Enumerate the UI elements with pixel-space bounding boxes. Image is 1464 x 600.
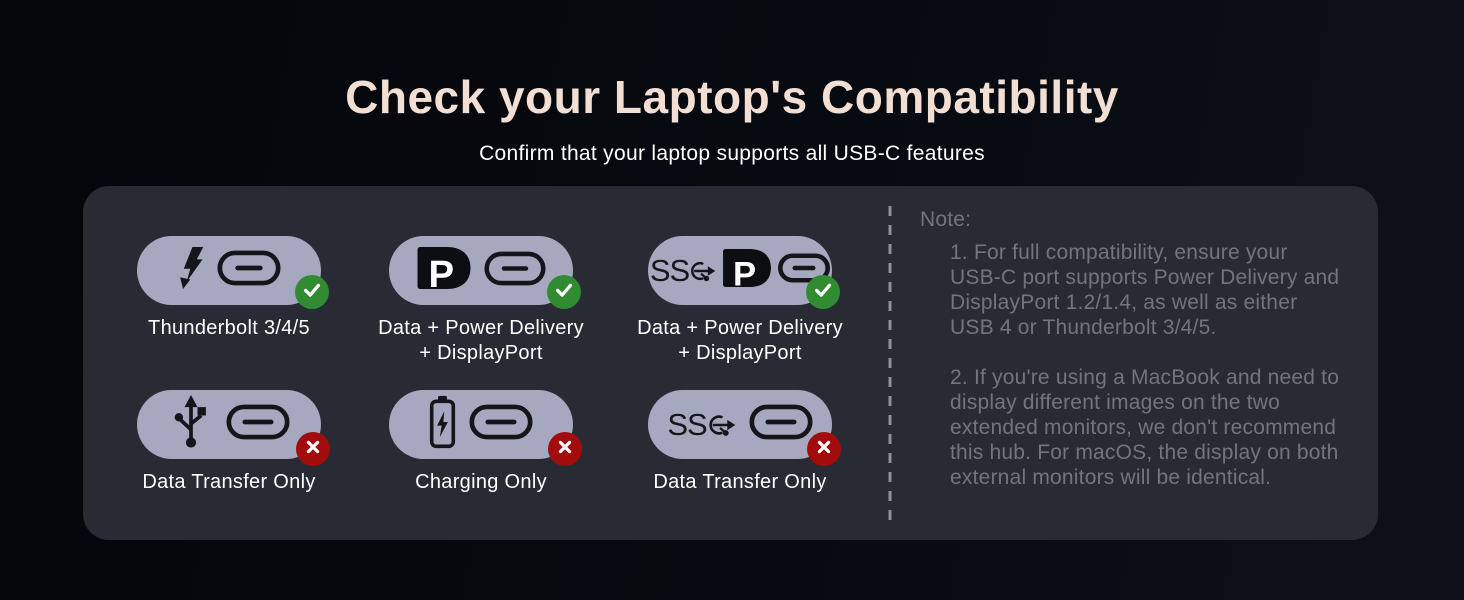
check-icon <box>553 279 575 306</box>
note-heading: Note: <box>920 208 972 231</box>
superspeed-usb-icon: SS <box>650 255 716 287</box>
port-label: Data Transfer Only <box>653 471 827 493</box>
port-label: Charging Only <box>415 471 547 493</box>
port-label: Data Transfer Only <box>142 471 316 493</box>
thunderbolt-icon <box>178 241 204 300</box>
status-badge-supported <box>295 275 329 309</box>
port-label: Thunderbolt 3/4/5 <box>148 317 310 339</box>
port-pill <box>389 236 573 305</box>
check-icon <box>812 279 834 306</box>
status-badge-supported <box>547 275 581 309</box>
x-icon <box>303 437 323 462</box>
usb-trident-icon <box>169 395 213 454</box>
svg-text:P: P <box>733 255 757 287</box>
port-tile-usb-data-only <box>109 390 349 495</box>
usbc-connector-icon <box>217 250 281 291</box>
note-item-2: 2. If you're using a MacBook and need to display different images on the two extended monitors, we don't recommend this hub. For macOS, the display on both external monitors will be identical. <box>950 366 1340 489</box>
battery-charging-icon <box>429 395 456 454</box>
port-pill <box>389 390 573 459</box>
status-badge-unsupported <box>548 432 582 466</box>
svg-text:P: P <box>427 253 454 289</box>
displayport-logo <box>723 249 771 292</box>
port-pill <box>137 390 321 459</box>
port-tile-superspeed-data-only <box>620 390 860 495</box>
x-icon <box>814 437 834 462</box>
usbc-connector-icon <box>749 404 813 445</box>
dashed-divider <box>887 206 893 525</box>
page-title: Check your Laptop's Compatibility <box>345 71 1119 123</box>
compatibility-card <box>83 186 1378 540</box>
usbc-connector-icon <box>226 404 290 445</box>
page-subtitle: Confirm that your laptop supports all USB-C features <box>479 142 985 165</box>
usbc-connector-icon <box>484 251 546 291</box>
port-label: Data + Power Delivery + DisplayPort <box>637 317 843 364</box>
port-label: Data + Power Delivery + DisplayPort <box>378 317 584 364</box>
usbc-connector-icon <box>469 404 533 445</box>
note-section <box>920 207 1344 490</box>
status-badge-supported <box>806 275 840 309</box>
superspeed-usb-icon: SS <box>667 408 735 442</box>
port-pill <box>648 390 832 459</box>
check-icon <box>301 279 323 306</box>
port-tile-data-pd-displayport <box>361 236 601 366</box>
port-tile-data-pd-displayport-ss <box>620 236 860 366</box>
header <box>0 0 1464 166</box>
port-tile-charging-only <box>361 390 601 495</box>
note-item-1: 1. For full compatibility, ensure your USB-C port supports Power Delivery and DisplayPort 1.2/1.4, as well as either USB 4 or Thunderbolt 3/4/5. <box>950 241 1340 339</box>
port-tile-thunderbolt <box>109 236 349 341</box>
port-pill <box>137 236 321 305</box>
status-badge-unsupported <box>807 432 841 466</box>
x-icon <box>555 437 575 462</box>
port-pill <box>648 236 832 305</box>
displayport-logo <box>417 247 471 294</box>
status-badge-unsupported <box>296 432 330 466</box>
